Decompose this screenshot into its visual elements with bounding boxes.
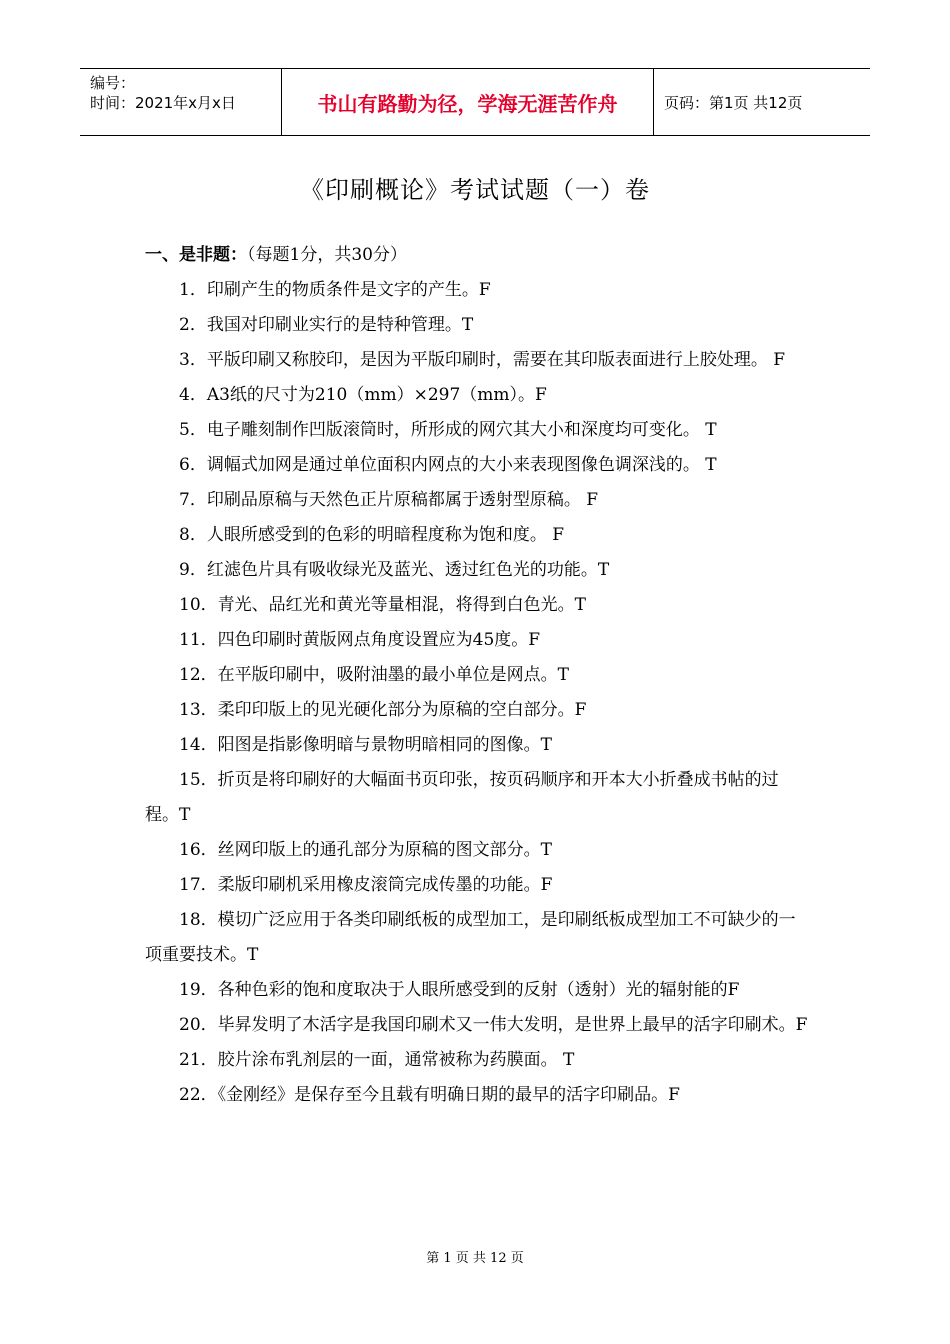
question-item: 18．模切广泛应用于各类印刷纸板的成型加工，是印刷纸板成型加工不可缺少的一项重要技术。T [145,910,796,965]
header-motto: 书山有路勤为径，学海无涯苦作舟 [282,69,654,135]
question-item: 13．柔印印版上的见光硬化部分为原稿的空白部分。F [179,700,587,720]
question-item: 17．柔版印刷机采用橡皮滚筒完成传墨的功能。F [179,875,553,895]
question-item: 5．电子雕刻制作凹版滚筒时，所形成的网穴其大小和深度均可变化。 T [179,420,717,440]
section-heading [145,238,810,273]
question-item: 8．人眼所感受到的色彩的明暗程度称为饱和度。 F [179,525,565,545]
question-item: 22．《金刚经》是保存至今且载有明确日期的最早的活字印刷品。F [179,1085,680,1105]
question-item: 9．红滤色片具有吸收绿光及蓝光、透过红色光的功能。T [179,560,610,580]
document-time-label: 时间：2021年x月x日 [90,94,236,112]
page-footer: 第 1 页 共 12 页 [426,1251,524,1266]
question-list [145,273,810,1113]
question-item: 1．印刷产生的物质条件是文字的产生。F [179,280,491,300]
question-item: 7．印刷品原稿与天然色正片原稿都属于透射型原稿。 F [179,490,599,510]
question-item: 10．青光、品红光和黄光等量相混，将得到白色光。T [179,595,586,615]
question-item: 16．丝网印版上的通孔部分为原稿的图文部分。T [179,840,552,860]
question-item: 2．我国对印刷业实行的是特种管理。T [179,315,474,335]
page-title: 《印刷概论》考试试题（一）卷 [300,176,650,204]
header-table [80,68,870,136]
question-item: 19．各种色彩的饱和度取决于人眼所感受到的反射（透射）光的辐射能的F [179,980,740,1000]
question-item: 12．在平版印刷中，吸附油墨的最小单位是网点。T [179,665,569,685]
header-page-info: 页码：第1页 共12页 [664,93,803,112]
document-number-label: 编号： [90,74,136,92]
section-heading-note: （每题1分，共30分） [247,245,407,265]
section-heading-label: 一、是非题： [145,245,247,265]
question-item: 11．四色印刷时黄版网点角度设置应为45度。F [179,630,541,650]
question-item: 15．折页是将印刷好的大幅面书页印张，按页码顺序和开本大小折叠成书帖的过程。T [145,770,779,825]
question-item: 3．平版印刷又称胶印，是因为平版印刷时，需要在其印版表面进行上胶处理。 F [179,350,786,370]
question-item: 6．调幅式加网是通过单位面积内网点的大小来表现图像色调深浅的。 T [179,455,717,475]
exam-content [145,238,810,1113]
question-item: 21．胶片涂布乳剂层的一面，通常被称为药膜面。 T [179,1050,575,1070]
question-item: 4．A3纸的尺寸为210（mm）×297（mm）。F [179,385,547,405]
header-meta-cell [80,69,282,135]
question-item: 14．阳图是指影像明暗与景物明暗相同的图像。T [179,735,552,755]
question-item: 20．毕昇发明了木活字是我国印刷术又一伟大发明，是世界上最早的活字印刷术。F [179,1015,808,1035]
